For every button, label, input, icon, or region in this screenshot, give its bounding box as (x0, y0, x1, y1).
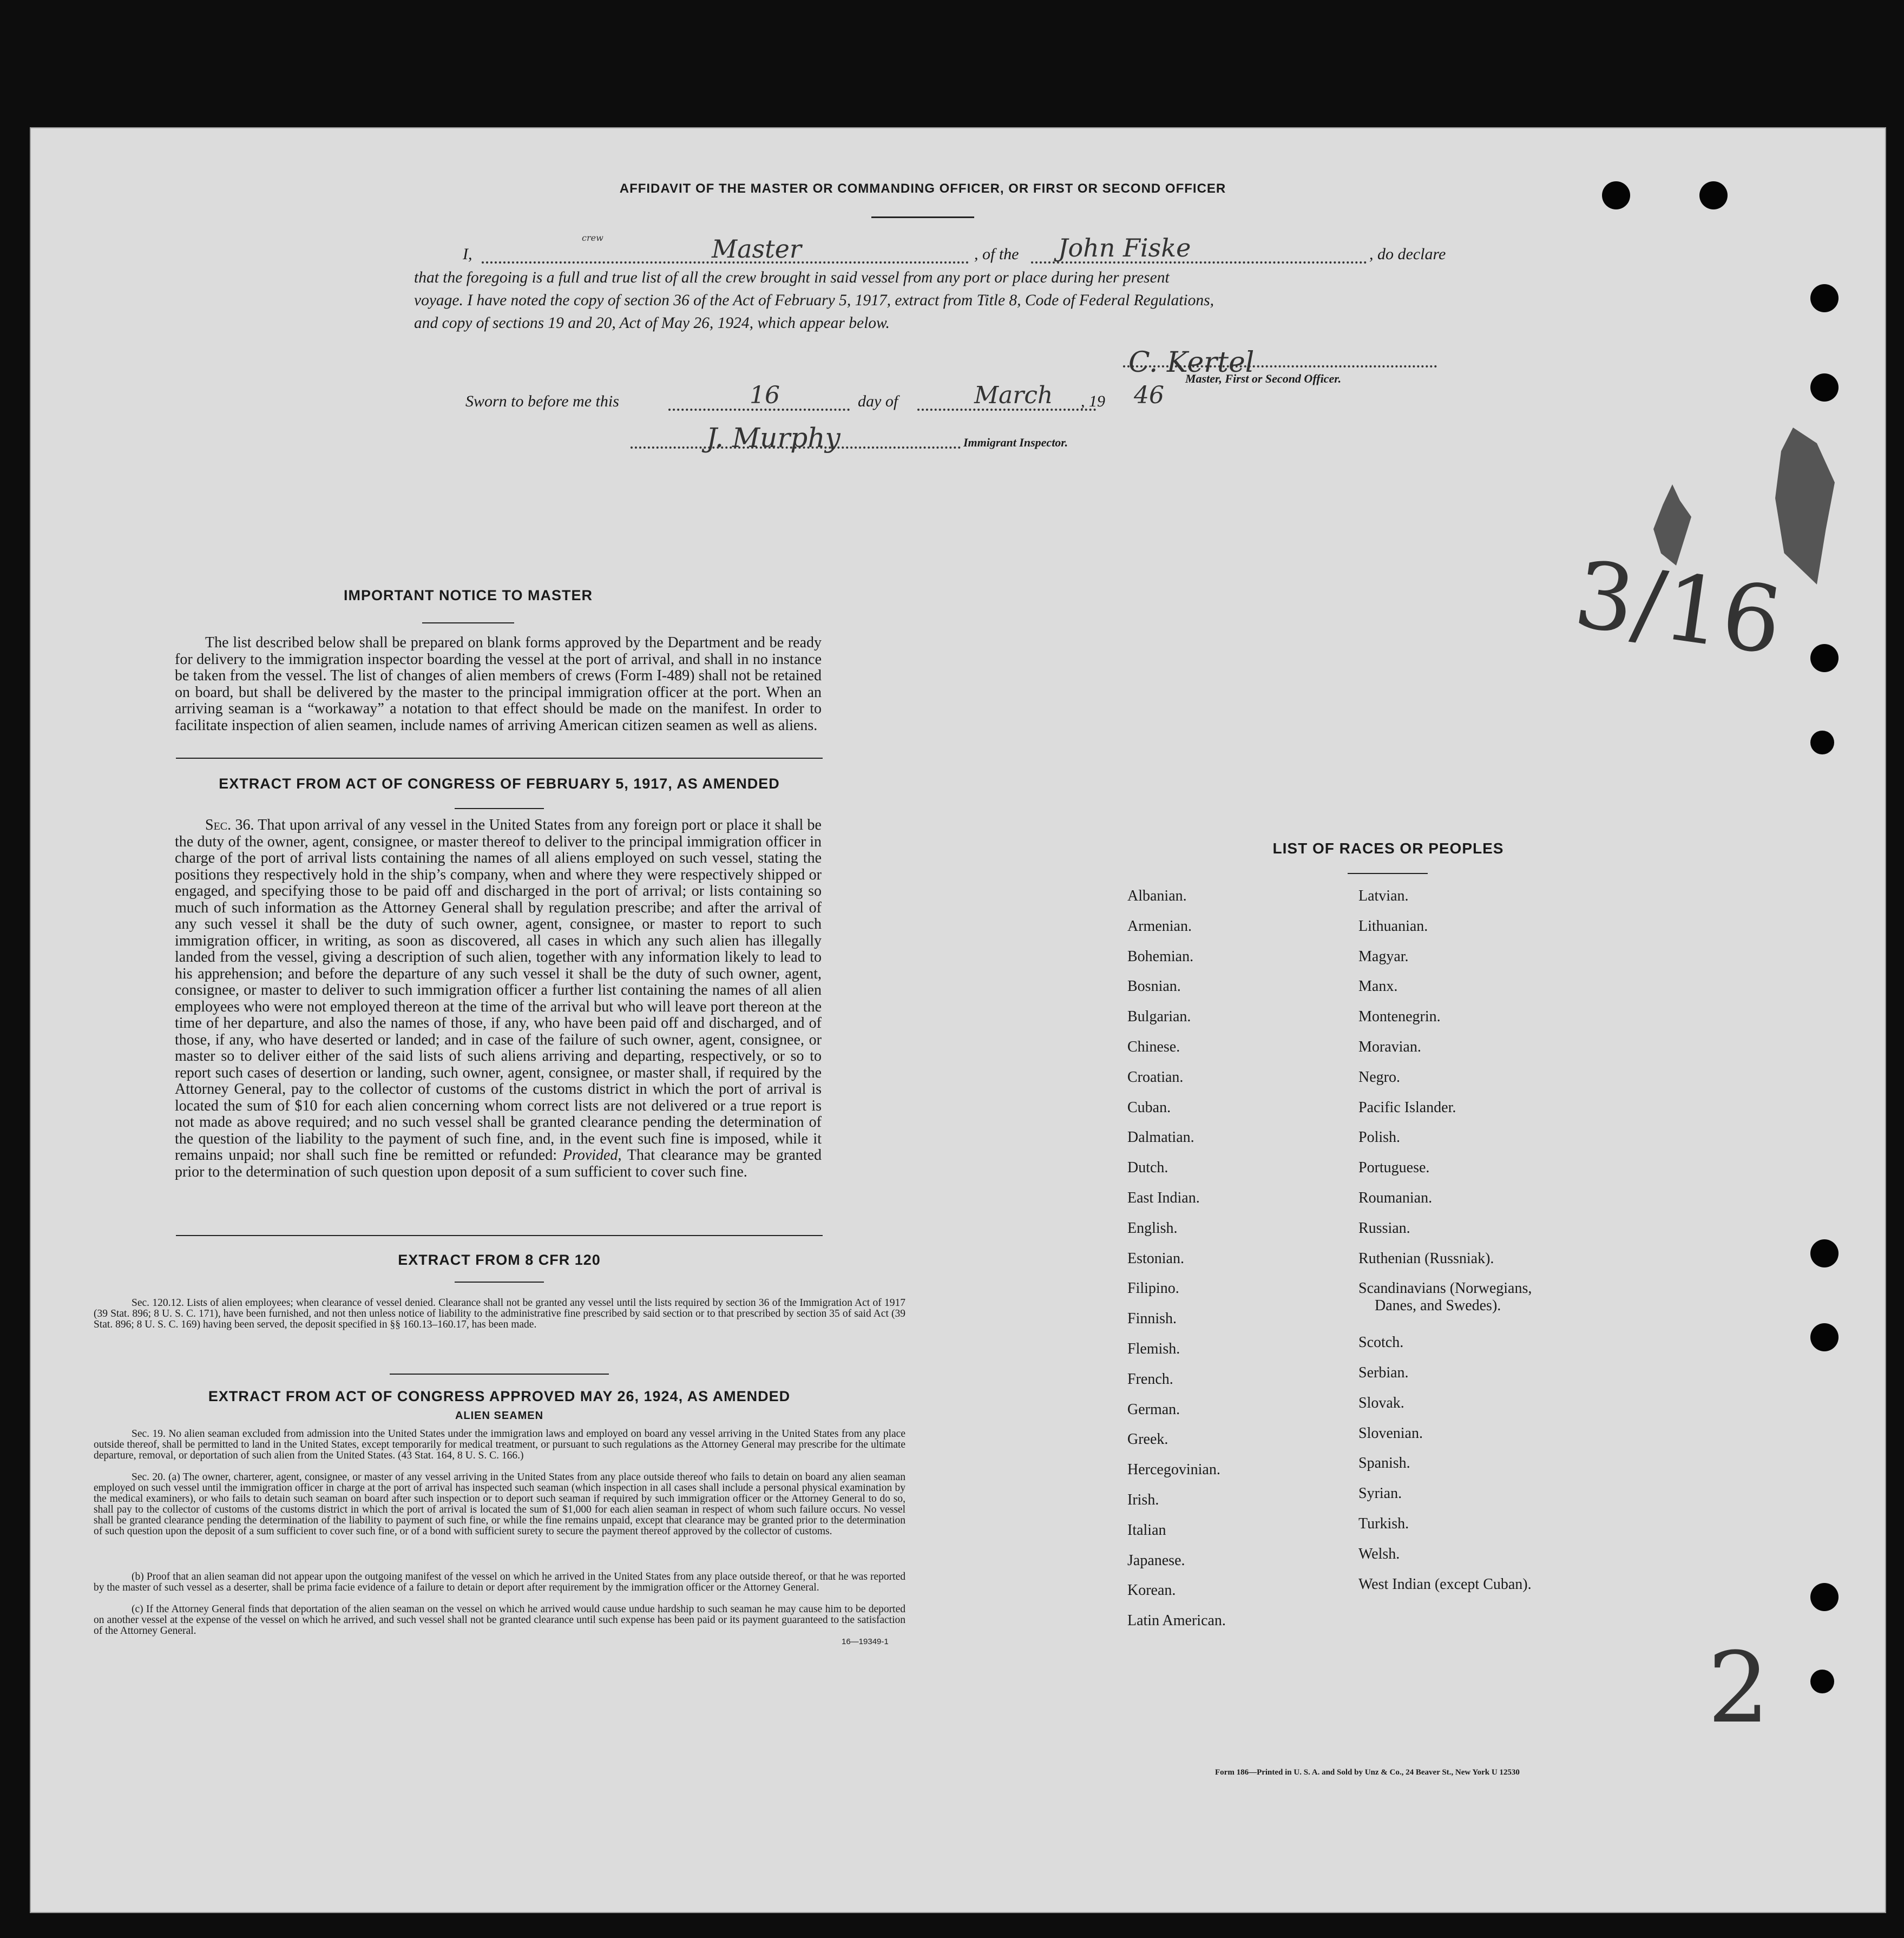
affidavit-line4: and copy of sections 19 and 20, Act of May 26, 1924, which appear below. (414, 314, 890, 332)
race-item: Finnish. (1127, 1310, 1177, 1328)
inspector-label: Immigrant Inspector. (963, 436, 1068, 449)
affidavit-line3: voyage. I have noted the copy of section 36 of the Act of February 5, 1917, extract from Title 8, Code of Federal Regulations, (414, 292, 1214, 309)
sec19-text: Sec. 19. No alien seaman excluded from admission into the United States under the immigration laws and employed on board any vessel arriving in the United States from any place outside thereof, shall be permitted to land in the United States, except temporarily for medical treatment, or pursuant to such regulations as the Attorney General may prescribe for the ultimate departure, removal, or deportation of such alien from the United States. (43 Stat. 164, 8 U. S. C. 166.) (94, 1428, 905, 1461)
race-item: Montenegrin. (1358, 1008, 1441, 1026)
title-rule (871, 216, 974, 218)
race-item: Dutch. (1127, 1159, 1168, 1177)
cfr-text: Sec. 120.12. Lists of alien employees; when clearance of vessel denied. Clearance shall not be granted any vessel until the lists required by section 36 of the Immigration Act of 1917 (39 Stat. 896; 8 U. S. C. 171), have been furnished, and not then unless notice of liability to the administrative fine prescribed by said section or to that prescribed by section 35 of said Act (39 Stat. 896; 8 U. S. C. 169) having been served, the deposit specified in §§ 160.13–160.17, has been made. (94, 1297, 905, 1330)
race-item: Cuban. (1127, 1099, 1171, 1116)
race-item: Serbian. (1358, 1364, 1409, 1381)
race-item: Japanese. (1127, 1552, 1185, 1569)
document-page (30, 127, 1886, 1913)
notice-text: The list described below shall be prepared on blank forms approved by the Department and be ready for delivery to the immigration inspector boarding the vessel at the port of arrival, and shall in no instance be taken from the vessel. The list of changes of alien members of crews (Form I-489) shall not be retained on board, but shall be delivered by the master to the principal immigration officer at the port. When an arriving seaman is a “workaway” a notation to that effect should be made on the manifest. In order to facilitate inspection of alien seamen, include names of arriving American citizen seamen as well as aliens. (175, 634, 822, 734)
races-title: LIST OF RACES OR PEOPLES (1272, 840, 1504, 857)
divider-1 (176, 758, 823, 759)
handwritten-date-mark: 3/16 (1568, 541, 1788, 676)
race-item: Hercegovinian. (1127, 1461, 1220, 1479)
race-item: Ruthenian (Russniak). (1358, 1250, 1494, 1267)
extract-1924-title: EXTRACT FROM ACT OF CONGRESS APPROVED MAY 26, 1924, AS AMENDED (208, 1388, 791, 1404)
race-item: Moravian. (1358, 1039, 1421, 1055)
race-item: Danes, and Swedes). (1375, 1297, 1501, 1315)
extract-1917-text (175, 817, 822, 1180)
race-item: Scotch. (1358, 1334, 1404, 1351)
race-item: Chinese. (1127, 1039, 1180, 1055)
race-item: Russian. (1358, 1219, 1410, 1237)
handwritten-vessel: John Fiske (1058, 233, 1191, 262)
extract-1924-subtitle: ALIEN SEAMEN (455, 1410, 544, 1422)
form-code: 16—19349-1 (842, 1637, 889, 1646)
race-item: West Indian (except Cuban). (1358, 1575, 1532, 1593)
race-item: Filipino. (1127, 1280, 1179, 1297)
cfr-title: EXTRACT FROM 8 CFR 120 (398, 1252, 601, 1268)
race-item: Slovenian. (1358, 1424, 1423, 1442)
race-item: Welsh. (1358, 1545, 1400, 1562)
race-item: Bulgarian. (1127, 1008, 1191, 1026)
race-item: Latin American. (1127, 1612, 1226, 1630)
race-item: Korean. (1127, 1582, 1176, 1599)
punch-hole (1810, 1239, 1839, 1267)
race-item: Albanian. (1127, 888, 1187, 904)
race-item: Negro. (1358, 1068, 1400, 1086)
punch-hole (1810, 731, 1834, 754)
race-item: Turkish. (1358, 1515, 1409, 1532)
race-item: Manx. (1358, 978, 1398, 995)
race-item: Flemish. (1127, 1341, 1180, 1357)
affidavit-title: AFFIDAVIT OF THE MASTER OR COMMANDING OFFICER, OR FIRST OR SECOND OFFICER (619, 181, 1226, 196)
punch-hole (1810, 1323, 1839, 1351)
punch-hole (1699, 181, 1728, 209)
race-item: English. (1127, 1219, 1178, 1237)
race-item: Portuguese. (1358, 1159, 1430, 1177)
punch-hole (1810, 1583, 1839, 1611)
seal-stamp-right (1775, 428, 1835, 584)
race-item: Pacific Islander. (1358, 1099, 1456, 1116)
affidavit-i: I, (463, 245, 472, 263)
sec36-text: That upon arrival of any vessel in the United States from any foreign port or place it shall be the duty of the owner, agent, consignee, or master thereof to deliver to the principal immigration officer in charge of the port of arrival lists containing the names of all aliens employed on such vessel, stating the positions they respectively hold in the ship’s company, when and where they were respectively shipped or engaged, and specifying those to be paid off and discharged in the port of arrival; or lists containing so much of such information as the Attorney General shall by regulation prescribe; and after the arrival of any such vessel it shall be the duty of such owner, agent, consignee, or master to report to such immigration officer, in writing, as soon as discovered, all cases in which any such alien has illegally landed from the vessel, giving a description of such alien, together with any information likely to lead to his apprehension; and before the departure of any such vessel it shall be the duty of such owner, agent, consignee, or master to deliver to such immigration officer a further list containing the names of all alien employees who were not employed thereon at the time of the arrival but who will leave port thereon at the time of her departure, and also the names of those, if any, who have been paid off and discharged, and of those, if any, who have deserted or landed; and in case of the failure of such owner, agent, consignee, or master so to deliver either of the said lists of such aliens arriving and departing, respectively, or so to report such cases of desertion or landing, such owner, agent, consignee, or master shall, if required by the Attorney General, pay to the collector of customs of the customs district in which the port of arrival is located the sum of $10 for each alien concerning whom correct lists are not delivered or a true report is not made as above required; and no such vessel shall be granted clearance pending the determination of the question of the liability to the payment of such fine, and, in the event such fine is imposed, while it remains unpaid; nor shall such fine be remitted or refunded: (175, 817, 822, 1164)
form-printer-line: Form 186—Printed in U. S. A. and Sold by Unz & Co., 24 Beaver St., New York U 12530 (1215, 1768, 1520, 1777)
race-item: Slovak. (1358, 1394, 1404, 1411)
handwritten-year: 46 (1134, 382, 1164, 409)
race-item: Roumanian. (1358, 1190, 1433, 1206)
race-item: Spanish. (1358, 1455, 1410, 1472)
race-item: Italian (1127, 1521, 1166, 1539)
sworn-prefix: Sworn to before me this (465, 392, 619, 410)
inspector-signature: J. Murphy (706, 422, 841, 454)
extract-1917-rule (455, 808, 544, 809)
signature-label: Master, First or Second Officer. (1185, 372, 1342, 385)
race-item: Bohemian. (1127, 948, 1194, 965)
race-item: Scandinavians (Norwegians, (1358, 1280, 1532, 1297)
sec20c-text: (c) If the Attorney General finds that deportation of the alien seaman on the vessel on which he arrived would cause undue hardship to such seaman he may cause him to be deported on another vessel at the expense of the vessel on which he arrived, and such vessel shall not be granted clearance until such expense has been paid or its payment guaranteed to the satisfaction of the Attorney General. (94, 1604, 905, 1637)
cfr-rule (455, 1282, 544, 1283)
sec36-provided: Provided, (562, 1147, 622, 1164)
handwritten-rank: Master (712, 234, 802, 264)
punch-hole (1810, 644, 1839, 672)
signature-line (1123, 365, 1437, 367)
race-item: Syrian. (1358, 1485, 1402, 1502)
handwritten-page-mark: 2 (1708, 1632, 1770, 1745)
sworn-year-prefix: , 19 (1081, 392, 1105, 410)
race-item: Bosnian. (1127, 978, 1181, 995)
affidavit-line2: that the foregoing is a full and true list of all the crew brought in said vessel from any port or place during her present (414, 269, 1170, 286)
divider-2 (176, 1235, 823, 1236)
race-item: Latvian. (1358, 888, 1409, 904)
race-item: Dalmatian. (1127, 1129, 1194, 1146)
race-item: Croatian. (1127, 1068, 1184, 1086)
sworn-day-of: day of (858, 392, 898, 410)
sec36-text-end: That clearance may be granted prior to the determination of such question upon deposit of a sum sufficient to cover such fine. (175, 1147, 822, 1180)
race-item: Estonian. (1127, 1250, 1184, 1267)
sec36-label: Sec. 36. (205, 817, 254, 833)
handwritten-day: 16 (750, 382, 780, 409)
master-signature: C. Kertel (1128, 346, 1255, 379)
affidavit-declare: , do declare (1369, 245, 1446, 263)
sec20a-text: Sec. 20. (a) The owner, charterer, agent, consignee, or master of any vessel arriving in the United States from any place outside thereof who fails to detain on board any alien seaman employed on such vessel until the immigration officer in charge at the port of arrival has inspected such seaman (which inspection in all cases shall include a personal physical examination by the medical examiners), or who fails to detain such seaman on board after such inspection or to deport such seaman if required by such immigration officer or the Attorney General to do so, shall pay to the collector of customs of the customs district in which the port of arrival is located the sum of $1,000 for each alien seaman in respect of whom such failure occurs. No vessel shall be granted clearance pending the determination of the liability to payment of such fine, or while the fine remains unpaid, except that clearance may be granted prior to the determination of such question upon the deposit of a sum sufficient to cover such fine, or of a bond with sufficient surety to secure the payment thereof approved by the collector of customs. (94, 1471, 905, 1537)
affidavit-of-the: , of the (974, 245, 1019, 263)
race-item: Greek. (1127, 1431, 1168, 1448)
punch-hole (1602, 181, 1630, 209)
notice-title: IMPORTANT NOTICE TO MASTER (344, 587, 593, 603)
race-item: Irish. (1127, 1492, 1159, 1508)
race-item: French. (1127, 1370, 1173, 1388)
extract-1917-title: EXTRACT FROM ACT OF CONGRESS OF FEBRUARY 5, 1917, AS AMENDED (219, 776, 780, 792)
race-item: Polish. (1358, 1129, 1401, 1146)
notice-rule (422, 622, 514, 623)
punch-hole (1810, 373, 1839, 402)
sec20b-text: (b) Proof that an alien seaman did not appear upon the outgoing manifest of the vessel on which he arrived in the United States from any place outside thereof, or that he was reported by the master of such vessel as a deserter, shall be prima facie evidence of a failure to detain or deport after requirement by the immigration officer or the Attorney General. (94, 1571, 905, 1593)
race-item: Magyar. (1358, 948, 1409, 965)
divider-3 (390, 1374, 609, 1375)
race-item: Lithuanian. (1358, 917, 1428, 935)
handwritten-mark: crew (582, 233, 603, 243)
handwritten-month: March (974, 382, 1053, 409)
race-item: Armenian. (1127, 917, 1192, 935)
race-item: German. (1127, 1401, 1180, 1418)
races-rule (1348, 873, 1428, 874)
punch-hole (1810, 1670, 1834, 1693)
punch-hole (1810, 284, 1839, 312)
race-item: East Indian. (1127, 1190, 1200, 1206)
